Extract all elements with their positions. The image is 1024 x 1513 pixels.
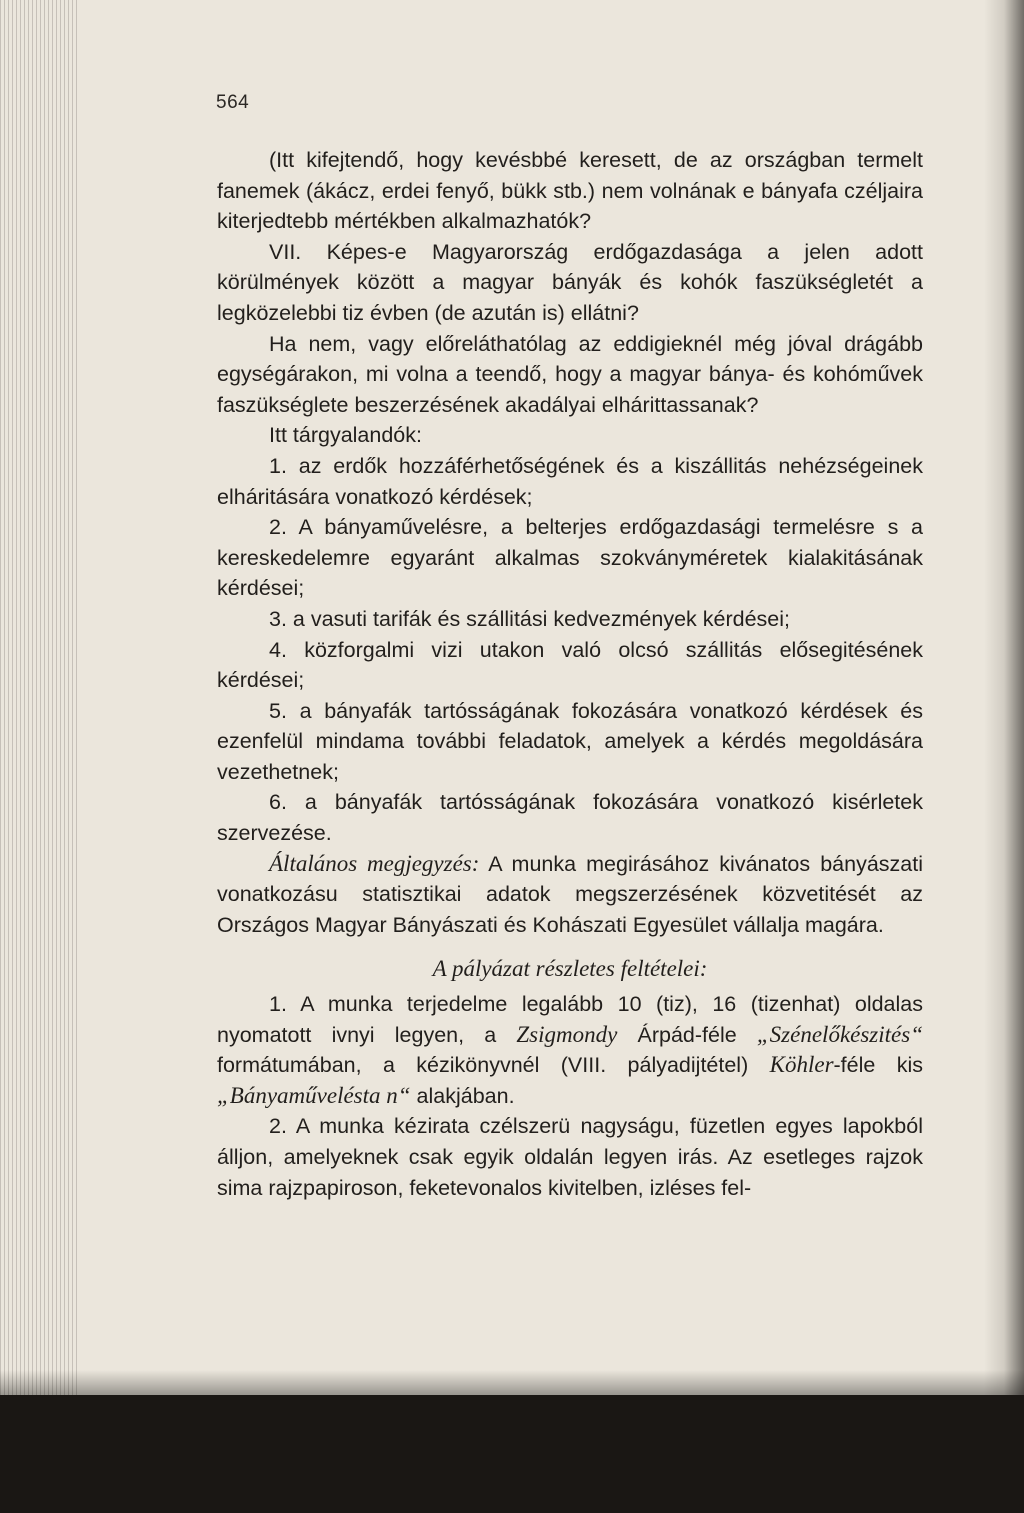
- paragraph: Ha nem, vagy előreláthatólag az eddigieknél még jóval drágább egységárakon, mi volna a teendő, hogy a magyar bánya- és kohóművek faszükséglete beszerzésének akadályai elhárittassanak?: [217, 331, 923, 417]
- condition-1: [217, 989, 923, 1111]
- cond-name-italic: Köhler: [769, 1052, 834, 1078]
- paragraph: Itt tárgyalandók:: [269, 423, 422, 448]
- list-item: 3. a vasuti tarifák és szállitási kedvezmények kérdései;: [269, 606, 791, 631]
- paragraph: (Itt kifejtendő, hogy kevésbbé keresett, de az országban termelt fanemek (ákácz, erdei fenyő, bükk stb.) nem volnának e bányafa czéljaira kiterjedtebb mértékben alkalmazhatók?: [217, 148, 923, 234]
- cond-text: 1. A munka terjedelme legalább 10 (tiz), 16 (tizenhat) oldalas nyomatott ivnyi legyen, a: [217, 992, 923, 1047]
- section-title: A pályázat részletes feltételei:: [432, 956, 708, 982]
- cond-text: Árpád-féle: [617, 1022, 757, 1047]
- cond-title-italic: „Szénelőkészités“: [756, 1021, 923, 1047]
- list-item: 6. a bányafák tartósságának fokozására vonatkozó kisérletek szervezése.: [217, 790, 923, 846]
- note-label: Általános megjegyzés:: [269, 850, 480, 876]
- page-number: 564: [216, 92, 250, 113]
- cond-text: formátumában, a kézikönyvnél (VIII. pályadijtétel): [217, 1053, 770, 1078]
- page-bottom-shadow: [0, 1370, 1024, 1395]
- list-item: 5. a bányafák tartósságának fokozására vonatkozó kérdések és ezenfelül mindama további feladatok, amelyek a kérdés megoldására vezethetnek;: [217, 698, 923, 784]
- general-note: [217, 849, 923, 941]
- paragraph: VII. Képes-e Magyarország erdőgazdasága a jelen adott körülmények között a magyar bányák és kohók faszükségletét a legközelebbi tiz évben (de azután is) ellátni?: [217, 239, 923, 325]
- cond-title-italic: „Bányaművelésta n“: [217, 1082, 411, 1108]
- note-text: A munka megirásához kivánatos bányászati vonatkozásu statisztikai adatok megszerzésének közvetitését az Országos Magyar Bányászati és Kohászati Egyesület vállalja magára.: [217, 851, 923, 937]
- cond-text: -féle kis: [833, 1053, 923, 1078]
- cond-name-italic: Zsigmondy: [516, 1021, 618, 1047]
- page-stack-lines: [0, 0, 80, 1395]
- body-text: [217, 145, 923, 1203]
- page-right-edge: [984, 0, 1024, 1395]
- list-item: 2. A bányaművelésre, a belterjes erdőgazdasági termelésre s a kereskedelemre egyaránt alkalmas szokványméretek kialakitásának kérdései;: [217, 515, 923, 601]
- condition-2: 2. A munka kézirata czélszerü nagyságu, füzetlen egyes lapokból álljon, amelyeknek csak egyik oldalán legyen irás. Az esetleges rajzok sima rajzpapiroson, feketevonalos kivitelben, izléses fel-: [217, 1114, 923, 1200]
- list-item: 1. az erdők hozzáférhetőségének és a kiszállitás nehézségeinek elháritására vonatkozó kérdések;: [217, 453, 923, 509]
- cond-text: alakjában.: [410, 1083, 515, 1108]
- list-item: 4. közforgalmi vizi utakon való olcsó szállitás elősegitésének kérdései;: [217, 637, 923, 693]
